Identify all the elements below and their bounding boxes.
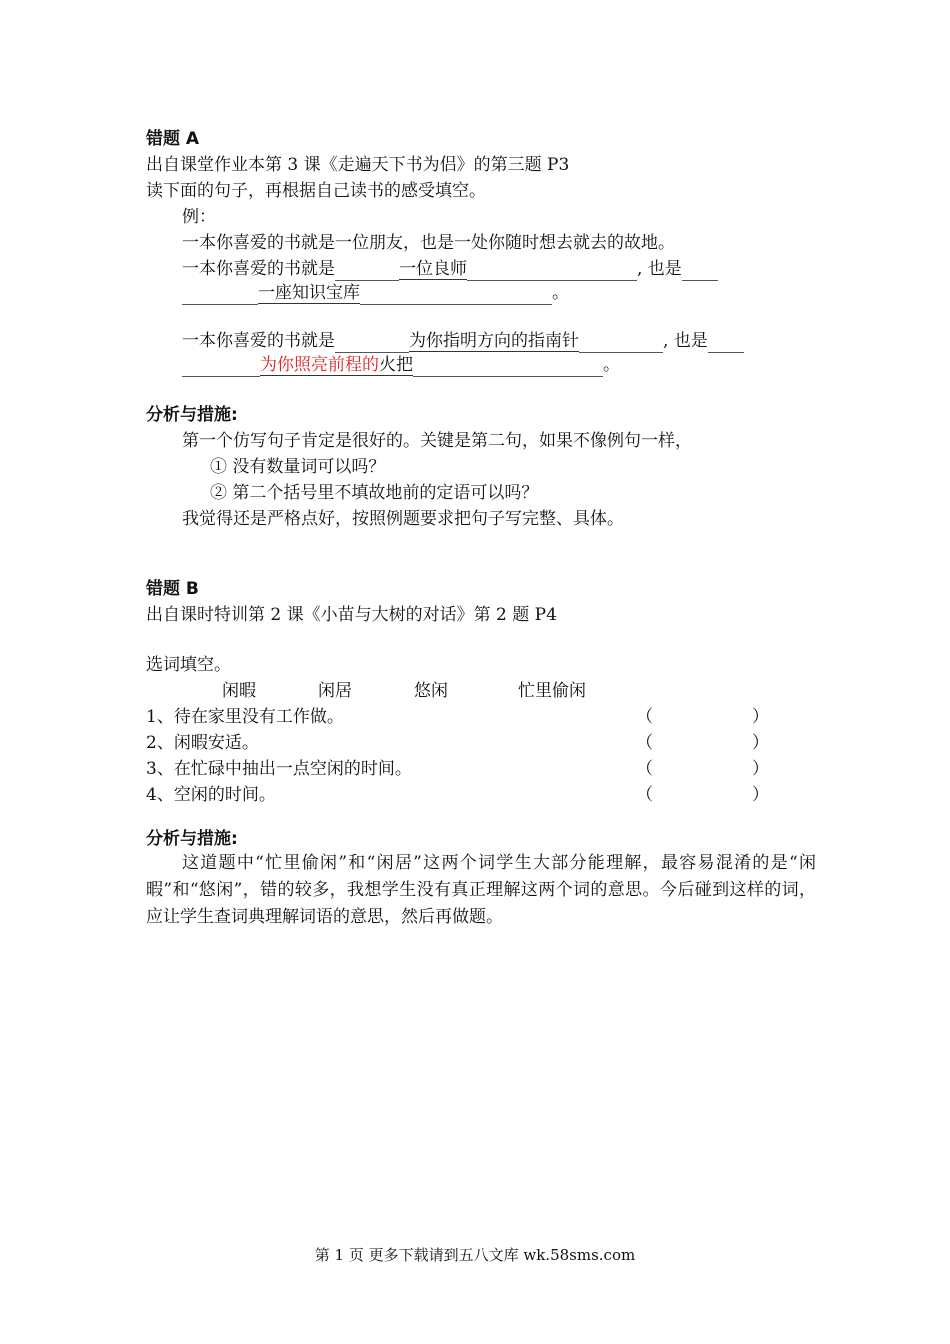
fill-line-1-mid: , 也是 bbox=[637, 259, 682, 279]
fill-line-1-prefix: 一本你喜爱的书就是 bbox=[182, 259, 335, 279]
blank bbox=[413, 358, 603, 377]
fill-line-2-answer2-red: 为你照亮前程的 bbox=[260, 355, 379, 375]
analysis-item-1: ① 没有数量词可以吗？ bbox=[210, 457, 386, 477]
answer-paren-close: ） bbox=[752, 785, 769, 805]
fill-line-2 bbox=[182, 330, 744, 353]
fill-line-2-cont bbox=[182, 354, 620, 377]
fill-line-1-end: 。 bbox=[552, 283, 569, 303]
fill-line-2-answer: 为你指明方向的指南针 bbox=[409, 331, 579, 351]
fill-line-2-mid: , 也是 bbox=[663, 331, 708, 351]
answer-paren-close: ） bbox=[752, 733, 769, 753]
answer-paren-open: （ bbox=[636, 733, 653, 753]
analysis-item-2: ② 第二个括号里不填故地前的定语可以吗？ bbox=[210, 483, 539, 503]
analysis-intro: 第一个仿写句子肯定是很好的。关键是第二句，如果不像例句一样， bbox=[182, 431, 692, 451]
blank bbox=[182, 358, 260, 377]
question-item-2: 2、闲暇安适。 bbox=[146, 733, 259, 753]
example-label: 例： bbox=[182, 207, 216, 227]
word-option: 悠闲 bbox=[414, 681, 448, 701]
page-footer: 第 1 页 更多下载请到五八文库 wk.58sms.com bbox=[314, 1246, 636, 1264]
section-b-instruction: 选词填空。 bbox=[146, 655, 231, 675]
section-a-analysis-heading: 分析与措施: bbox=[146, 405, 238, 425]
section-b-source: 出自课时特训第 2 课《小苗与大树的对话》第 2 题 P4 bbox=[146, 605, 557, 625]
section-b-analysis-heading: 分析与措施: bbox=[146, 829, 238, 849]
blank bbox=[182, 286, 258, 305]
word-option: 忙里偷闲 bbox=[518, 681, 586, 701]
section-b-analysis-text: 这道题中“忙里偷闲”和“闲居”这两个词学生大部分能理解，最容易混淆的是“闲暇”和“悠闲”，错的较多，我想学生没有真正理解这两个词的意思。今后碰到这样的词，应让学生查词典理解词语的意思，然后再做题。 bbox=[146, 853, 816, 927]
question-item-4: 4、空闲的时间。 bbox=[146, 785, 276, 805]
fill-line-2-prefix: 一本你喜爱的书就是 bbox=[182, 331, 335, 351]
blank bbox=[335, 262, 399, 281]
fill-line-1 bbox=[182, 258, 718, 281]
answer-paren-open: （ bbox=[636, 759, 653, 779]
blank bbox=[335, 334, 409, 353]
blank bbox=[708, 334, 744, 353]
question-item-1: 1、待在家里没有工作做。 bbox=[146, 707, 344, 727]
fill-line-1-answer2: 一座知识宝库 bbox=[258, 283, 360, 303]
answer-paren-close: ） bbox=[752, 759, 769, 779]
blank bbox=[467, 262, 637, 281]
question-item-3: 3、在忙碌中抽出一点空闲的时间。 bbox=[146, 759, 412, 779]
blank bbox=[579, 334, 663, 353]
section-a-heading: 错题 A bbox=[146, 129, 200, 149]
fill-line-2-answer2-black: 火把 bbox=[379, 355, 413, 375]
answer-paren-close: ） bbox=[752, 707, 769, 727]
section-b-heading: 错题 B bbox=[146, 579, 199, 599]
answer-paren-open: （ bbox=[636, 707, 653, 727]
fill-line-2-end: 。 bbox=[603, 355, 620, 375]
blank bbox=[682, 262, 718, 281]
section-a-source: 出自课堂作业本第 3 课《走遍天下书为侣》的第三题 P3 bbox=[146, 155, 570, 175]
fill-line-1-cont bbox=[182, 282, 569, 305]
section-a-instruction: 读下面的句子，再根据自己读书的感受填空。 bbox=[146, 181, 486, 201]
example-sentence: 一本你喜爱的书就是一位朋友，也是一处你随时想去就去的故地。 bbox=[182, 233, 675, 253]
fill-line-1-answer: 一位良师 bbox=[399, 259, 467, 279]
analysis-conclusion: 我觉得还是严格点好，按照例题要求把句子写完整、具体。 bbox=[182, 509, 624, 529]
word-option: 闲居 bbox=[318, 681, 352, 701]
word-option: 闲暇 bbox=[222, 681, 256, 701]
answer-paren-open: （ bbox=[636, 785, 653, 805]
blank bbox=[360, 286, 552, 305]
